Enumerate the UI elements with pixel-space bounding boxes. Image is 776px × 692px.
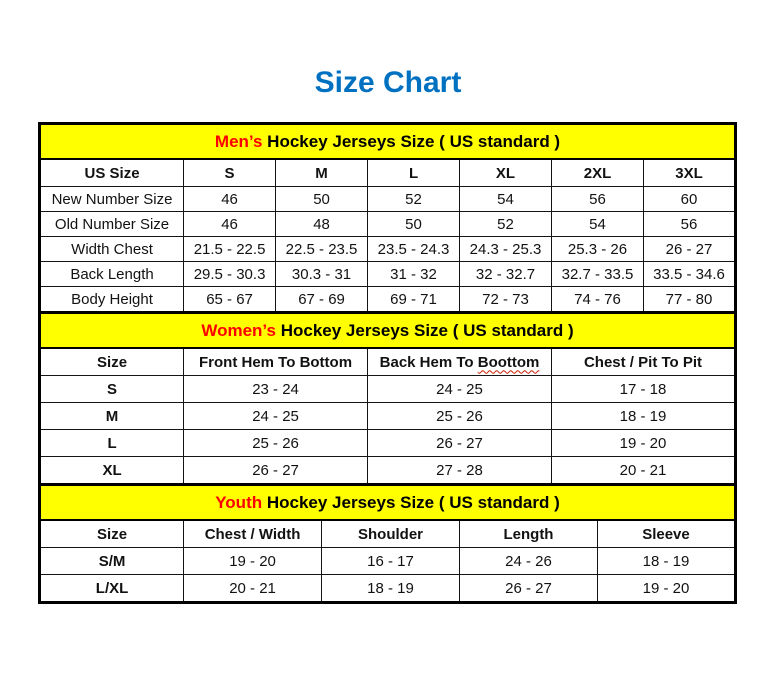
column-header: 2XL	[552, 159, 644, 187]
cell-value: 24 - 25	[368, 376, 552, 403]
column-header: US Size	[40, 159, 184, 187]
section-band-womens: Women’s Hockey Jerseys Size ( US standard )	[40, 313, 736, 349]
cell-value: 27 - 28	[368, 457, 552, 485]
cell-value: 72 - 73	[460, 287, 552, 313]
cell-value: 46	[184, 187, 276, 212]
cell-value: 25 - 26	[368, 403, 552, 430]
cell-value: 32.7 - 33.5	[552, 262, 644, 287]
cell-value: 25.3 - 26	[552, 237, 644, 262]
column-header-row-mens	[40, 159, 736, 187]
cell-value: 20 - 21	[184, 575, 322, 603]
table-row	[40, 548, 736, 575]
cell-value: 26 - 27	[460, 575, 598, 603]
row-label: XL	[40, 457, 184, 485]
row-label: Back Length	[40, 262, 184, 287]
cell-value: 50	[368, 212, 460, 237]
cell-value: 24 - 25	[184, 403, 368, 430]
column-header: L	[368, 159, 460, 187]
section-band-youth: Youth Hockey Jerseys Size ( US standard )	[40, 485, 736, 521]
column-header: XL	[460, 159, 552, 187]
table-row	[40, 575, 736, 603]
column-header: Front Hem To Bottom	[184, 348, 368, 376]
cell-value: 19 - 20	[597, 575, 735, 603]
column-header-row-youth	[40, 520, 736, 548]
page-title: Size Chart	[314, 66, 462, 99]
cell-value: 18 - 19	[597, 548, 735, 575]
cell-value: 74 - 76	[552, 287, 644, 313]
row-label: Width Chest	[40, 237, 184, 262]
cell-value: 30.3 - 31	[276, 262, 368, 287]
cell-value: 32 - 32.7	[460, 262, 552, 287]
cell-value: 23 - 24	[184, 376, 368, 403]
table-row	[40, 287, 736, 313]
table-row	[40, 262, 736, 287]
cell-value: 69 - 71	[368, 287, 460, 313]
size-table-womens	[38, 311, 737, 486]
column-header: Length	[460, 520, 598, 548]
cell-value: 24 - 26	[460, 548, 598, 575]
cell-value: 56	[643, 212, 735, 237]
column-header: Sleeve	[597, 520, 735, 548]
section-band-row-mens	[40, 124, 736, 160]
cell-value: 21.5 - 22.5	[184, 237, 276, 262]
section-band-mens: Men’s Hockey Jerseys Size ( US standard )	[40, 124, 736, 160]
column-header: S	[184, 159, 276, 187]
cell-value: 54	[552, 212, 644, 237]
section-band-highlight: Men’s	[214, 131, 263, 151]
cell-value: 24.3 - 25.3	[460, 237, 552, 262]
size-table-youth	[38, 483, 737, 604]
cell-value: 77 - 80	[643, 287, 735, 313]
cell-value: 67 - 69	[276, 287, 368, 313]
section-band-highlight: Women’s	[201, 320, 276, 340]
row-label: S	[40, 376, 184, 403]
cell-value: 54	[460, 187, 552, 212]
table-row	[40, 403, 736, 430]
row-label: New Number Size	[40, 187, 184, 212]
cell-value: 18 - 19	[552, 403, 736, 430]
cell-value: 19 - 20	[552, 430, 736, 457]
cell-value: 65 - 67	[184, 287, 276, 313]
cell-value: 48	[276, 212, 368, 237]
column-header: Shoulder	[322, 520, 460, 548]
cell-value: 25 - 26	[184, 430, 368, 457]
section-band-row-womens	[40, 313, 736, 349]
row-label: Body Height	[40, 287, 184, 313]
row-label: L/XL	[40, 575, 184, 603]
table-row	[40, 212, 736, 237]
table-row	[40, 187, 736, 212]
cell-value: 60	[643, 187, 735, 212]
size-chart-tables	[38, 122, 737, 604]
section-band-row-youth	[40, 485, 736, 521]
cell-value: 22.5 - 23.5	[276, 237, 368, 262]
cell-value: 50	[276, 187, 368, 212]
table-row	[40, 457, 736, 485]
cell-value: 29.5 - 30.3	[184, 262, 276, 287]
table-row	[40, 376, 736, 403]
cell-value: 26 - 27	[184, 457, 368, 485]
section-band-highlight: Youth	[215, 492, 263, 512]
table-row	[40, 430, 736, 457]
row-label: Old Number Size	[40, 212, 184, 237]
column-header: Chest / Width	[184, 520, 322, 548]
cell-value: 46	[184, 212, 276, 237]
cell-value: 52	[460, 212, 552, 237]
column-header: Back Hem To Boottom	[368, 348, 552, 376]
cell-value: 18 - 19	[322, 575, 460, 603]
cell-value: 52	[368, 187, 460, 212]
cell-value: 33.5 - 34.6	[643, 262, 735, 287]
misspelled-word: Boottom	[477, 353, 540, 371]
cell-value: 56	[552, 187, 644, 212]
cell-value: 31 - 32	[368, 262, 460, 287]
column-header: 3XL	[643, 159, 735, 187]
cell-value: 23.5 - 24.3	[368, 237, 460, 262]
row-label: S/M	[40, 548, 184, 575]
column-header: Size	[40, 348, 184, 376]
row-label: M	[40, 403, 184, 430]
column-header: Chest / Pit To Pit	[552, 348, 736, 376]
cell-value: 26 - 27	[368, 430, 552, 457]
column-header: M	[276, 159, 368, 187]
cell-value: 26 - 27	[643, 237, 735, 262]
cell-value: 16 - 17	[322, 548, 460, 575]
table-row	[40, 237, 736, 262]
column-header-row-womens	[40, 348, 736, 376]
row-label: L	[40, 430, 184, 457]
column-header: Size	[40, 520, 184, 548]
cell-value: 20 - 21	[552, 457, 736, 485]
size-table-mens	[38, 122, 737, 314]
cell-value: 17 - 18	[552, 376, 736, 403]
cell-value: 19 - 20	[184, 548, 322, 575]
